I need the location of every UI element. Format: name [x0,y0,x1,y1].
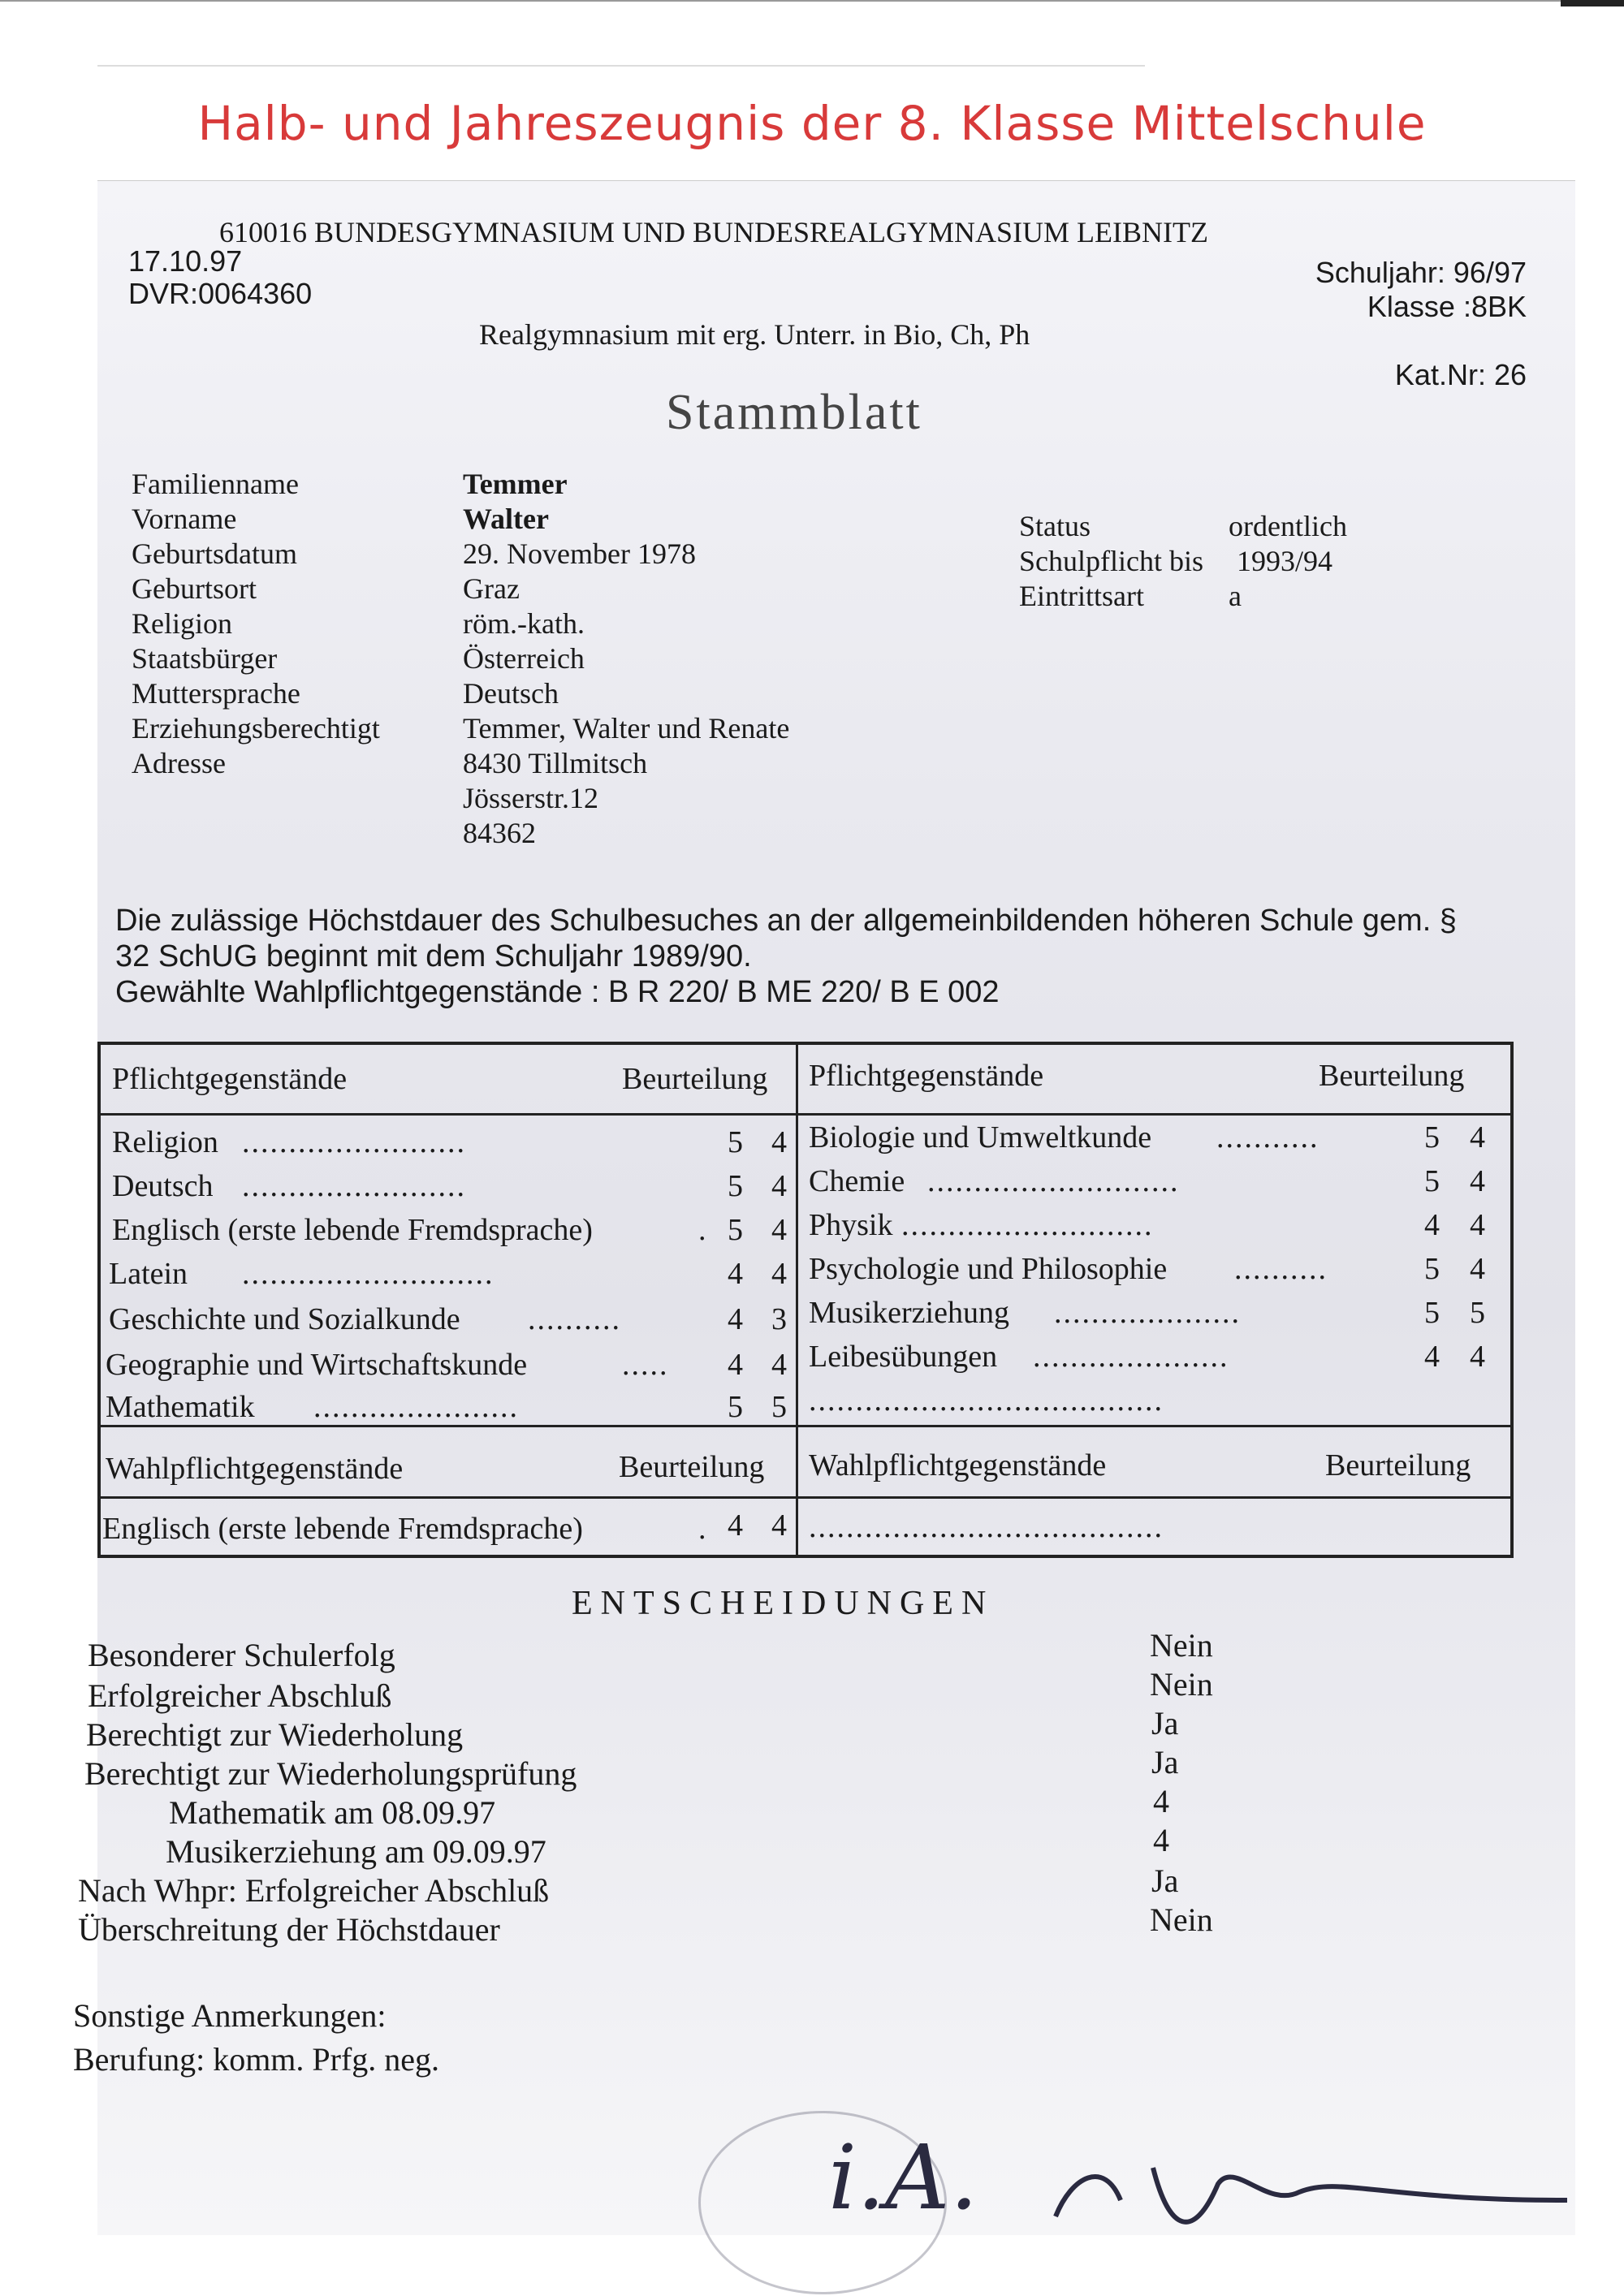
label-erziehungsberechtigt: Erziehungsberechtigt [132,712,380,744]
wahl-grade-header-right: Beurteilung [1325,1448,1471,1482]
grade-2: 5 [771,1390,787,1424]
decision-label: Erfolgreicher Abschluß [88,1677,392,1714]
school-year: Schuljahr: 96/97 [1315,256,1527,289]
label-geburtsort: Geburtsort [132,572,257,605]
eintrittsart-value: a [1229,580,1242,612]
decision-label: Mathematik am 08.09.97 [169,1794,496,1831]
decision-value: Nein [1150,1666,1213,1703]
value-geburtsdatum: 29. November 1978 [463,537,696,570]
value-vorname: Walter [463,503,549,535]
remarks-title: Sonstige Anmerkungen: [73,1997,387,2034]
school-type: Realgymnasium mit erg. Unterr. in Bio, Ch, Ph [479,318,1030,351]
table-row-subject: Geographie und Wirtschaftskunde [106,1348,528,1382]
decision-label: Berechtigt zur Wiederholung [86,1716,464,1753]
grade-2: 4 [1470,1120,1485,1154]
left-header: Pflichtgegenstände [112,1062,348,1096]
wahl-dots: . [698,1512,708,1546]
decision-value: 4 [1153,1783,1169,1819]
dvr-number: DVR:0064360 [128,277,313,310]
eintrittsart-label: Eintrittsart [1019,580,1144,612]
grade-1: 5 [728,1169,743,1203]
label-geburtsdatum: Geburtsdatum [132,537,297,570]
grade-1: 5 [728,1213,743,1247]
table-divider [97,1496,1514,1499]
value-address-number: 84362 [463,817,536,849]
left-grade-header: Beurteilung [622,1062,768,1096]
grade-2: 4 [1470,1164,1485,1198]
grade-1: 4 [1424,1208,1440,1242]
wahl-grade-header-left: Beurteilung [619,1450,765,1484]
divider [97,65,1145,67]
wahl-grade-1: 4 [728,1508,743,1543]
page-heading: Halb- und Jahreszeugnis der 8. Klasse Mittelschule [197,96,1427,151]
table-row-subject: Physik [809,1208,893,1242]
label-adresse: Adresse [132,747,226,779]
grade-2: 4 [771,1348,787,1382]
value-erziehungsberechtigt: Temmer, Walter und Renate [463,712,790,744]
table-row-dots: ...................... [313,1390,519,1424]
label-vorname: Vorname [132,503,237,535]
table-row-subject: Religion [112,1125,218,1159]
label-religion: Religion [132,607,232,640]
grade-1: 5 [1424,1120,1440,1154]
table-row-subject: Chemie [809,1164,905,1198]
grade-2: 4 [1470,1340,1485,1374]
table-row-subject: Geschichte und Sozialkunde [109,1302,460,1336]
table-row-dots: .......... [528,1302,621,1336]
grade-1: 4 [1424,1340,1440,1374]
right-grade-header: Beurteilung [1319,1059,1465,1093]
value-address-city: 8430 Tillmitsch [463,747,648,779]
table-row-subject: Biologie und Umweltkunde [809,1120,1152,1154]
corner-mark [1561,0,1624,6]
table-row-dots: ........... [1216,1120,1320,1154]
table-row-dots: .................... [1054,1296,1241,1330]
value-staatsbuerger: Österreich [463,642,585,675]
grade-1: 4 [728,1348,743,1382]
grade-1: 5 [1424,1296,1440,1330]
grade-2: 4 [771,1213,787,1247]
signature [812,2111,1567,2273]
table-row-dots: ........................ [242,1169,466,1203]
value-familienname: Temmer [463,468,568,500]
value-muttersprache: Deutsch [463,677,559,710]
label-staatsbuerger: Staatsbürger [132,642,278,675]
table-row-dots: ........................ [242,1125,466,1159]
note-line-2: 32 SchUG beginnt mit dem Schuljahr 1989/90. [115,939,752,973]
scanned-document [73,180,1575,2235]
schulpflicht-value: 1993/94 [1237,545,1333,577]
decisions-title: ENTSCHEIDUNGEN [572,1585,995,1622]
table-row-dots: .......... [1234,1252,1328,1286]
wahl-right-dots: ...................................... [809,1510,1164,1544]
status-value: ordentlich [1229,510,1347,542]
table-row-subject: Deutsch [112,1169,214,1203]
signature-text: i.A. [828,2126,978,2229]
status-label: Status [1019,510,1091,542]
table-row-subject: Englisch (erste lebende Fremdsprache) [112,1213,593,1247]
table-divider [796,1042,798,1555]
wahl-header-left: Wahlpflichtgegenstände [106,1452,404,1486]
note-line-1: Die zulässige Höchstdauer des Schulbesuches an der allgemeinbildenden höheren Schule gem. § [115,904,1457,938]
table-row-subject: Leibesübungen [809,1340,998,1374]
wahl-grade-2: 4 [771,1508,787,1543]
decision-label: Nach Whpr: Erfolgreicher Abschluß [78,1872,550,1909]
grade-1: 4 [728,1257,743,1291]
decision-value: 4 [1153,1822,1169,1858]
note-line-3: Gewählte Wahlpflichtgegenstände : B R 220/ B ME 220/ B E 002 [115,975,1000,1009]
table-row-subject: Latein [109,1257,188,1291]
table-row-subject: Mathematik [106,1390,255,1424]
decision-label: Überschreitung der Höchstdauer [78,1911,500,1948]
decision-value: Ja [1151,1744,1179,1780]
table-row-dots: ...................................... [809,1383,1164,1418]
right-header: Pflichtgegenstände [809,1059,1044,1093]
grade-1: 5 [1424,1164,1440,1198]
label-muttersprache: Muttersprache [132,677,300,710]
grade-2: 5 [1470,1296,1485,1330]
issue-date: 17.10.97 [128,244,243,278]
signature-stroke [1056,2168,1567,2222]
decision-value: Nein [1150,1901,1213,1938]
schulpflicht-label: Schulpflicht bis [1019,545,1203,577]
value-religion: röm.-kath. [463,607,585,640]
document-title: Stammblatt [666,385,922,440]
table-row-subject: Musikerziehung [809,1296,1009,1330]
remarks-text: Berufung: komm. Prfg. neg. [73,2041,440,2078]
grade-2: 4 [1470,1208,1485,1242]
label-familienname: Familienname [132,468,299,500]
school-line: 610016 BUNDESGYMNASIUM UND BUNDESREALGYMNASIUM LEIBNITZ [219,216,1209,248]
grade-1: 5 [728,1125,743,1159]
table-row-dots: ........................... [242,1257,495,1291]
decision-value: Ja [1151,1862,1179,1899]
table-row-dots: ........................... [901,1208,1154,1242]
value-address-street: Jösserstr.12 [463,782,599,814]
value-geburtsort: Graz [463,572,520,605]
decision-label: Berechtigt zur Wiederholungsprüfung [84,1755,577,1792]
table-row-dots: ..... [622,1348,669,1382]
table-row-dots: ........................... [927,1164,1180,1198]
decision-value: Ja [1151,1705,1179,1741]
grade-1: 4 [728,1302,743,1336]
table-row-dots: . [698,1213,708,1247]
grade-2: 4 [771,1169,787,1203]
table-divider [97,1113,1514,1116]
grade-2: 4 [1470,1252,1485,1286]
class: Klasse :8BK [1367,290,1527,323]
wahl-header-right: Wahlpflichtgegenstände [809,1448,1107,1482]
table-row-subject: Psychologie und Philosophie [809,1252,1168,1286]
top-rule [0,0,1567,2]
grade-2: 4 [771,1257,787,1291]
wahl-subject: Englisch (erste lebende Fremdsprache) [102,1512,583,1546]
catalog-number: Kat.Nr: 26 [1394,358,1527,391]
decision-value: Nein [1150,1627,1213,1664]
grade-2: 3 [771,1302,787,1336]
decision-label: Musikerziehung am 09.09.97 [166,1833,546,1870]
grade-1: 5 [728,1390,743,1424]
table-divider [97,1425,1514,1427]
grade-2: 4 [771,1125,787,1159]
decision-label: Besonderer Schulerfolg [88,1637,395,1673]
grade-1: 5 [1424,1252,1440,1286]
table-row-dots: ..................... [1033,1340,1229,1374]
